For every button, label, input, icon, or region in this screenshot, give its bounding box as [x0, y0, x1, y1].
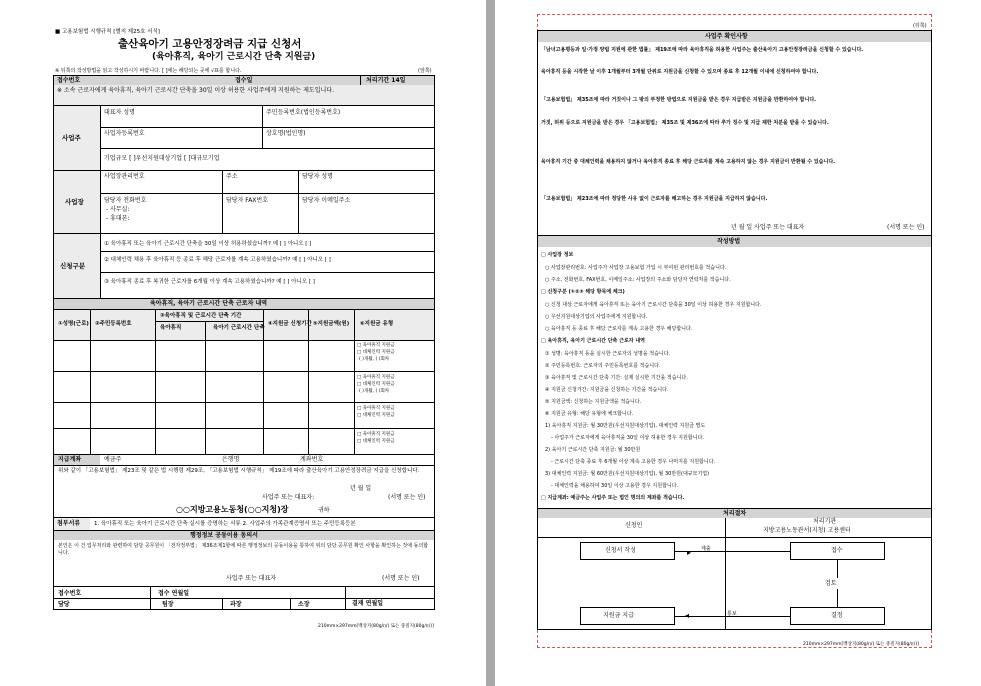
rule [155, 310, 156, 454]
office-phone[interactable]: - 사무실: [106, 206, 130, 213]
rule [54, 233, 434, 234]
consent-title: 행정정보 공동이용 동의서 [190, 532, 258, 539]
phone-field[interactable]: 담당자 전화번호 [104, 197, 147, 204]
page-mark-back: (뒤쪽) [913, 23, 927, 29]
workplace-label: 사업장 [65, 198, 84, 206]
rule [205, 321, 206, 454]
col-name-header: ①성명(근로) [58, 321, 89, 327]
lane-divider [725, 518, 726, 630]
table-caption: 육아휴직, 육아기 근로시간 단축 근로자 내역 [150, 300, 268, 307]
receipt-date-label: 접수일 [235, 77, 253, 84]
confirm-item-4: 거짓, 허위 등으로 지원금을 받은 경우 「고용보험법」 제35조 및 제36조에 따라 추가 징수 및 지급 제한 처분을 받을 수 있습니다. [541, 120, 829, 126]
email-field[interactable]: 담당자 이메일주소 [302, 197, 351, 204]
rule [100, 106, 101, 170]
rule [54, 309, 434, 310]
rule [100, 251, 434, 252]
rule [263, 310, 264, 454]
rule [100, 127, 434, 128]
rule [54, 465, 434, 466]
method-line: ③ 육아휴직 및 근로시간 단축 기간: 실제 실시한 기간을 적습니다. [545, 375, 688, 381]
top-note: ■ 고용보험법 시행규칙 [별지 제25호 서식] [55, 29, 160, 35]
method-line: □ 지급계좌: 예금주는 사업주 또는 법인 명의의 계좌를 적습니다. [541, 495, 685, 501]
rule [345, 586, 346, 610]
page-mark-front: (앞쪽) [418, 68, 432, 74]
flow-office-header: 처리기관 [813, 518, 837, 525]
rule [54, 105, 434, 106]
applicant-label: 사업주 또는 대표자: [262, 494, 315, 501]
rule [290, 598, 291, 610]
type-option-replacement[interactable]: □ 대체인력 지원금 [357, 382, 395, 387]
apply-question-2[interactable]: ② 대체인력 채용 후 육아휴직 등 종료 후 해당 근로자를 계속 고용하였습니까? 예 [ ] 아니오 [ ] [104, 257, 331, 263]
company-field[interactable]: 상호명(법인명) [266, 130, 306, 137]
flow-step-receive-label: 접수 [831, 547, 843, 554]
confirm-date-line[interactable]: 년 월 일 사업주 또는 대표자 [731, 224, 805, 231]
receipt-divider [360, 76, 361, 85]
method-line: □ 사업장 정보 [541, 252, 574, 258]
approval-staff: 담당 [58, 601, 70, 608]
paper-size-footer: 210mm×297mm[백상지(80g/㎡) 또는 중질지(80g/㎡)] [318, 624, 434, 629]
confirm-item-1: 「남녀고용평등과 일·가정 양립 지원에 관한 법률」 제19조에 따라 육아휴직을 허용한 사업주는 출산육아기 고용안정장려금을 신청할 수 있습니다. [541, 47, 864, 53]
address-field[interactable]: 주소 [226, 173, 238, 180]
applicant-sign[interactable]: (서명 또는 인) [388, 494, 426, 501]
company-size-field[interactable]: 기업규모 [ ]우선지원대상기업 [ ]대규모기업 [104, 155, 220, 162]
rule [354, 310, 355, 454]
rule [54, 598, 434, 599]
arrow-left-icon: ◂ [685, 611, 690, 620]
resident-no-field[interactable]: 주민등록번호(법인등록번호) [266, 109, 341, 116]
type-option-leave[interactable]: □ 육아휴직 지원금 [357, 343, 395, 348]
rule [54, 454, 434, 455]
fax-field[interactable]: 담당자 FAX번호 [226, 197, 269, 204]
confirm-item-3: 「고용보험법」 제35조에 따라 거짓이나 그 밖의 부정한 방법으로 지원금을 받은 경우 지급받은 지원금을 반환하여야 합니다. [541, 97, 817, 103]
rule [54, 586, 434, 587]
flow-office-sub: 지방고용노동관서(지청) 고용센터 [763, 527, 851, 534]
col-apply-period-header: ④지원금 신청기간 [268, 321, 312, 327]
approval-manager: 과장 [230, 601, 242, 608]
table-row [54, 402, 434, 403]
flow-arrow [837, 560, 838, 578]
guide-note: ※ 뒤쪽의 작성방법을 읽고 작성하시기 바랍니다. [ ]에는 해당되는 곳에 √표를 합니다. [55, 68, 242, 74]
rule [150, 586, 151, 610]
method-line: ○ 사업장관리번호: 사업주가 사업장 고용보험 가입 시 부여된 관리번호를 적습니다. [545, 265, 727, 271]
attachments-text: 1. 육아휴직 또는 육아기 근로시간 단축 실시를 증명하는 서류 2. 사업주의 가족관계증명서 또는 주민등록등본 [94, 521, 356, 527]
method-line: ○ 주소, 전화번호, FAX번호, 이메일주소: 사업장의 주소와 담당자 연락처를 적습니다. [545, 277, 731, 283]
col-period-header: ③육아휴직 및 근로시간 단축 기간 [160, 313, 242, 319]
type-option-replacement[interactable]: □ 대체인력 지원금 [357, 439, 395, 444]
account-label: 지급계좌 [58, 456, 82, 463]
paper-size-footer: 210mm×297mm[백상지(80g/㎡) 또는 중질지(80g/㎡)] [803, 642, 919, 647]
method-line: ○ 우선지원대상기업의 사업주에게 지원합니다. [545, 314, 648, 320]
apply-type-label: 신청구분 [60, 262, 86, 270]
method-line: ○ 신청 대상 근로자에게 육아휴직 또는 육아기 근로시간 단축을 30일 이상 허용한 경우 지원합니다. [545, 302, 762, 308]
rule [222, 598, 223, 610]
account-holder-field[interactable]: 예금주 [104, 456, 122, 463]
section-confirm-title: 사업주 확인사항 [705, 33, 748, 40]
method-line: - 사업주가 근로자에게 육아휴직을 30일 이상 허용한 경우 지원합니다. [551, 435, 704, 441]
bank-name-field[interactable]: 은행명 [222, 456, 240, 463]
col-type-header: ⑥지원금 유형 [360, 321, 394, 327]
confirm-item-5: 육아휴직 기간 중 대체인력을 채용하지 않거나 육아휴직 종료 후 해당 근로자를 계속 고용하지 않는 경우 지원금이 반환될 수 있습니다. [541, 159, 836, 165]
confirm-item-6: 「고용보험법」 제23조에 따라 정당한 사유 없이 근로자를 해고하는 경우 지원금을 지급하지 않습니다. [541, 196, 768, 202]
col-reduction-header: 육아기 근로시간 단축 [213, 325, 265, 331]
rule [298, 171, 299, 233]
intro-text: ※ 소속 근로자에게 육아휴직, 육아기 근로시간 단축을 30일 이상 허용한 사업주에게 지원하는 제도입니다. [57, 87, 335, 94]
method-line: ② 주민등록번호: 근로자의 주민등록번호를 적습니다. [545, 363, 661, 369]
rule [100, 193, 434, 194]
approval-date: 결재 연월일 [352, 600, 384, 607]
rule [222, 171, 223, 233]
method-line: ① 성명: 육아휴직 등을 실시한 근로자의 성명을 적습니다. [545, 351, 671, 357]
method-line: ④ 지원금 신청기간: 지원금을 신청하는 기간을 적습니다. [545, 387, 669, 393]
biz-no-field[interactable]: 사업자등록번호 [104, 130, 145, 137]
confirm-sign[interactable]: (서명 또는 인) [887, 224, 925, 231]
form-title: 출산육아기 고용안정장려금 지급 신청서 [118, 38, 302, 50]
type-option-replacement[interactable]: □ 대체인력 지원금 [357, 413, 395, 418]
manager-field[interactable]: 담당자 성명 [302, 173, 333, 180]
rule [90, 310, 91, 454]
type-option-months[interactable]: ( )개월, ( )회차 [359, 357, 390, 362]
method-line: - 근로시간 단축 종료 후 6개월 이상 계속 고용한 경우 나머지를 지원합니다. [551, 459, 716, 465]
approval-chief: 소장 [298, 601, 310, 608]
method-line: ⑤ 지원금액: 신청하는 지원금액을 적습니다. [545, 399, 642, 405]
col-resident-header: ②주민등록번호 [95, 321, 132, 327]
table-row [54, 428, 434, 429]
flow-applicant-header: 신청인 [625, 522, 643, 529]
table-row [54, 371, 434, 372]
method-line: □ 신청구분 (①②③ 해당 항목에 체크) [541, 289, 625, 295]
consent-sign[interactable]: (서명 또는 인) [382, 575, 420, 582]
flow-step-pay-label: 지원금 지급 [603, 612, 634, 619]
flow-arrow [675, 551, 790, 552]
rule [155, 321, 263, 322]
confirm-item-2: 육아휴직 등을 시작한 날 이후 1개월부터 3개월 단위로 지원금을 신청할 수 있으며 종료 후 12개월 이내에 신청하여야 합니다. [541, 69, 819, 75]
method-line: 1) 육아휴직 지원금: 월 30만원(우선지원대상기업), 대체인력 지원금 별도 [545, 423, 706, 429]
method-line: 3) 대체인력 지원금: 월 60만원(우선지원대상기업), 월 30만원(대규모기업) [545, 471, 710, 477]
rule [100, 234, 101, 298]
rule [100, 148, 434, 149]
type-option-replacement[interactable]: □ 대체인력 지원금 [357, 350, 395, 355]
rule [54, 170, 434, 171]
consent-text: 본인은 이 건 업무처리와 관련하여 담당 공무원이 「전자정부법」 제36조제1항에 따른 행정정보의 공동이용을 통하여 위의 담당 공무원 확인 사항을 확인하는 것에 동의합니다. [58, 543, 429, 556]
type-option-leave[interactable]: □ 육아휴직 지원금 [357, 432, 395, 437]
flow-step-review-label: 검토 [825, 580, 837, 587]
approval-lead: 팀장 [162, 601, 174, 608]
flow-step-decide-label: 결정 [831, 612, 843, 619]
rule [54, 340, 434, 341]
col-leave-header: 육아휴직 [160, 325, 182, 331]
method-line: ○ 육아휴직 등 종료 후 해당 근로자를 계속 고용한 경우 해당합니다. [545, 326, 693, 332]
recipient-office: ○○지방고용노동청(○○지청)장 [176, 505, 289, 514]
form-subtitle: (육아휴직, 육아기 근로시간 단축 지원금) [152, 52, 316, 62]
method-line: - 대체인력을 채용하여 30일 이상 고용한 경우 지원합니다. [551, 483, 679, 489]
mgmt-no-field[interactable]: 사업장관리번호 [104, 173, 145, 180]
type-option-months[interactable]: ( )개월, ( )회차 [359, 389, 390, 394]
declaration-date[interactable]: 년 월 일 [350, 485, 372, 492]
bottom-receipt-date: 접수 연월일 [158, 590, 190, 597]
form-page-back [495, 0, 981, 686]
processing-period: 처리기간 14일 [366, 77, 406, 84]
flow-submit-label: 제출 [701, 546, 711, 552]
col-amount-header: ⑤지원금액(원) [313, 321, 350, 327]
type-option-leave[interactable]: □ 육아휴직 지원금 [357, 406, 395, 411]
employer-label: 사업주 [62, 134, 81, 142]
account-no-field[interactable]: 계좌번호 [300, 456, 324, 463]
section-method-title: 작성방법 [717, 238, 741, 245]
method-line: □ 육아휴직, 육아기 근로시간 단축 근로자 내역 [541, 338, 646, 344]
rule [308, 310, 309, 454]
attachments-label: 첨부서류 [57, 520, 81, 527]
method-line: 2) 육아기 근로시간 단축 지원금: 월 30만원 [545, 447, 641, 453]
rule [54, 517, 434, 518]
apply-question-1[interactable]: ① 육아휴직 또는 육아기 근로시간 단축을 30일 이상 허용하셨습니까? 예 [ ] 아니오 [ ] [104, 241, 312, 247]
arrow-right-icon: ▸ [687, 548, 692, 557]
method-line: ⑥ 지원금 유형: 해당 유형에 체크합니다. [545, 411, 634, 417]
bottom-receipt-no: 접수번호 [58, 590, 82, 597]
form-page-front [0, 0, 486, 686]
rule [100, 171, 101, 233]
apply-question-3[interactable]: ③ 육아휴직 종료 후 복귀한 근로자를 6개월 이상 계속 고용하였습니까? 예 [ ] 아니오 [ ] [104, 279, 315, 285]
recipient-suffix: 귀하 [318, 507, 330, 514]
type-option-leave[interactable]: □ 육아휴직 지원금 [357, 375, 395, 380]
mobile-phone[interactable]: - 휴대폰: [106, 215, 130, 222]
flow-step-write-label: 신청서 작성 [605, 547, 636, 554]
flow-notify-label: 통보 [727, 611, 737, 617]
rule [100, 272, 434, 273]
section-process-title: 처리절차 [723, 510, 747, 517]
declaration-text: 위와 같이 「고용보험법」 제23조 및 같은 법 시행령 제29조, 「고용보험법 시행규칙」 제19조에 따라 출산육아기 고용안정장려금 지급을 신청합니다. [58, 468, 420, 474]
consent-signer: 사업주 또는 대표자 [226, 575, 277, 582]
rep-name-field[interactable]: 대표자 성명 [104, 109, 135, 116]
flow-arrow [837, 589, 838, 607]
receipt-no-label: 접수번호 [57, 77, 81, 84]
rule [538, 537, 931, 538]
